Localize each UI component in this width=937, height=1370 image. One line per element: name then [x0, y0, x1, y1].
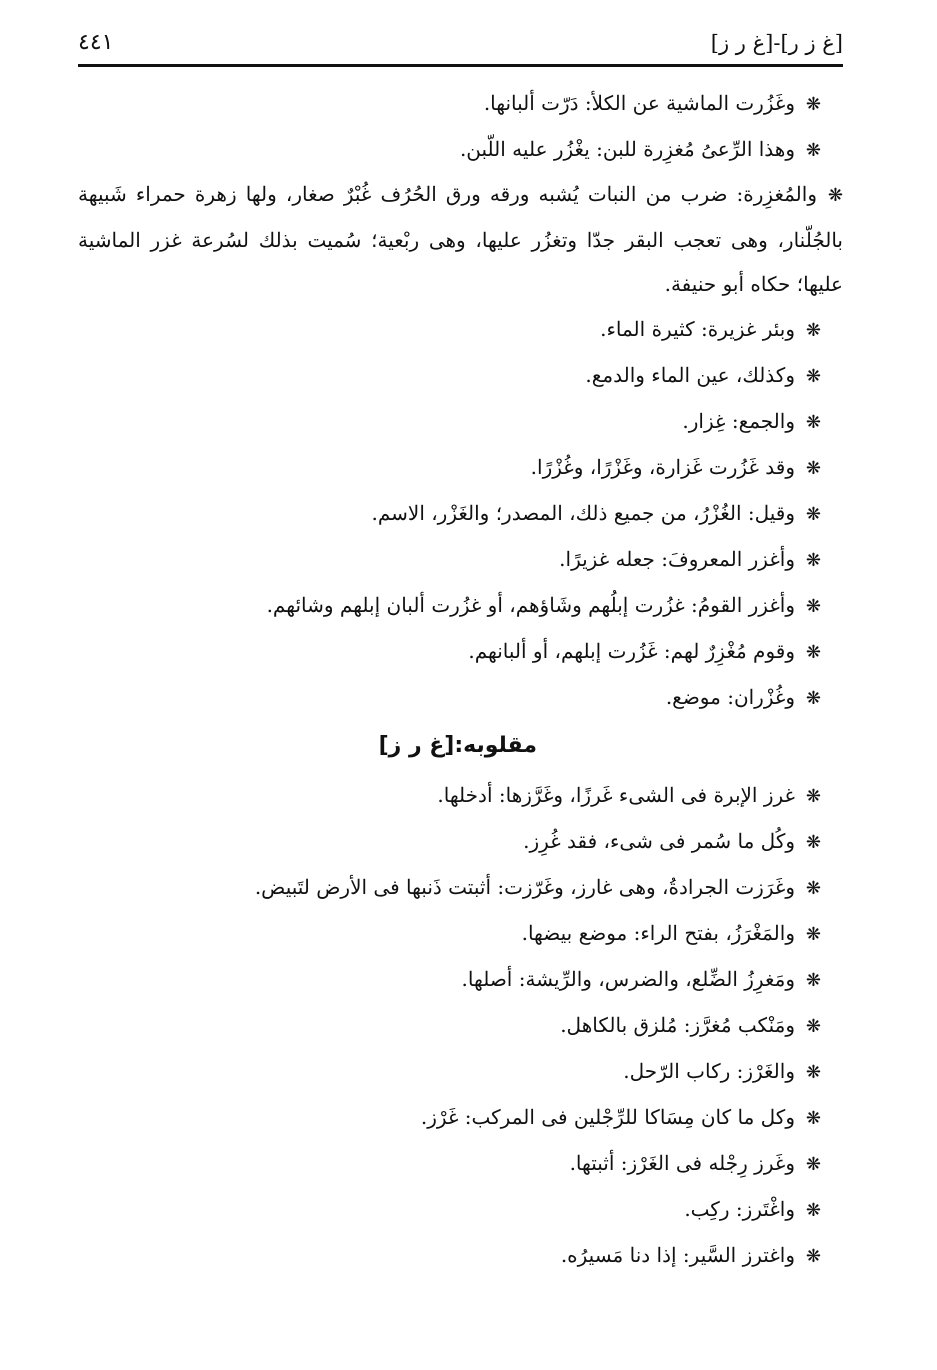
entry-star-icon: ❋ [805, 1200, 821, 1221]
entry-mughzira [78, 172, 843, 306]
entry-text: والمَغْرَزُ، بفتح الراء: موضع بيضها. [521, 921, 795, 945]
entry [78, 956, 843, 1002]
entry-text: وأغزر المعروفَ: جعله غزيرًا. [559, 547, 795, 571]
entry-star-icon: ❋ [805, 1062, 821, 1083]
entry-star-icon: ❋ [805, 140, 821, 161]
entry [78, 1186, 843, 1232]
entry [78, 490, 843, 536]
entry-star-icon: ❋ [805, 1108, 821, 1129]
page-number: ٤٤١ [78, 30, 114, 55]
entry-star-icon: ❋ [805, 924, 821, 945]
entry-text: والغَرْز: ركاب الرّحل. [623, 1059, 795, 1083]
entry-star-icon: ❋ [827, 185, 843, 206]
entry-text: واغترز السَّير: إذا دنا مَسيرُه. [560, 1243, 795, 1267]
entry [78, 1048, 843, 1094]
entry-star-icon: ❋ [805, 320, 821, 341]
entry-text: غرز الإبرة فى الشىء غَرزًا، وغَرَّزها: أدخلها. [437, 783, 795, 807]
entry-text: والمُغزِرة: ضرب من النبات يُشبه ورقه ورق الحُرُف غُبْرٌ صغار، ولها زهرة حمراء شَبيهة بالجُلّنار، وهى تعجب البقر جدّا وتغزُر عليها، وهى ربْعية؛ سُميت بذلك لسُرعة غزر الماشية عليها؛ حكاه أبو حنيفة. [78, 182, 843, 296]
entry-text: وغَرَزت الجرادةُ، وهى غارز، وغَرّزت: أثبتت ذَنبها فى الأرض لتَبيض. [254, 875, 795, 899]
entry [78, 536, 843, 582]
entry-star-icon: ❋ [805, 688, 821, 709]
entry [78, 864, 843, 910]
entry-star-icon: ❋ [805, 550, 821, 571]
entry [78, 1232, 843, 1278]
entry [78, 582, 843, 628]
entry-text: وغُزْران: موضع. [665, 685, 795, 709]
entry-text: وغَرز رِجْله فى الغَرْز: أثبتها. [569, 1151, 795, 1175]
entry [78, 126, 843, 172]
entry [78, 910, 843, 956]
entry-star-icon: ❋ [805, 94, 821, 115]
entry-star-icon: ❋ [805, 504, 821, 525]
entry-text: ومَنْكب مُغرَّز: مُلزق بالكاهل. [560, 1013, 795, 1037]
entry-star-icon: ❋ [805, 412, 821, 433]
entry [78, 1002, 843, 1048]
entry [78, 444, 843, 490]
entry [78, 818, 843, 864]
entry-star-icon: ❋ [805, 878, 821, 899]
entry-text: ومَغرِزُ الضِّلع، والضرس، والرِّيشة: أصلها. [461, 967, 795, 991]
entries-root-gzr-a [78, 80, 843, 172]
entry [78, 1140, 843, 1186]
entry-text: واغْتَرز: ركِب. [684, 1197, 795, 1221]
entry-star-icon: ❋ [805, 1246, 821, 1267]
section-heading: مقلوبه:[غ ر ز] [378, 733, 537, 758]
entry [78, 306, 843, 352]
entries-root-grz [78, 772, 843, 1278]
entry-text: وكذلك، عين الماء والدمع. [585, 363, 795, 387]
running-head [78, 28, 843, 62]
entry-text: وبئر غزيرة: كثيرة الماء. [600, 317, 795, 341]
entry [78, 674, 843, 720]
entry-text: وقوم مُغْزِرٌ لهم: غَزُرت إبلهم، أو ألبانهم. [468, 639, 795, 663]
entry-star-icon: ❋ [805, 1016, 821, 1037]
entry-star-icon: ❋ [805, 458, 821, 479]
page-body [78, 80, 843, 1278]
entry [78, 1094, 843, 1140]
entry [78, 398, 843, 444]
entry-star-icon: ❋ [805, 642, 821, 663]
header-rule [78, 64, 843, 67]
entry-text: وأغزر القومُ: غزُرت إبلُهم وشَاؤهم، أو غزُرت ألبان إبلهم وشائهم. [266, 593, 795, 617]
entries-root-gzr-b [78, 306, 843, 720]
entry-text: وكل ما كان مِسَاكا للرِّجْلين فى المركب: غَرْز. [420, 1105, 795, 1129]
entry-star-icon: ❋ [805, 970, 821, 991]
entry-text: وقد غَزُرت غَزارة، وغَزْرًا، وغُزْرًا. [530, 455, 795, 479]
entry [78, 628, 843, 674]
entry-star-icon: ❋ [805, 832, 821, 853]
entry-star-icon: ❋ [805, 596, 821, 617]
entry [78, 80, 843, 126]
entry-star-icon: ❋ [805, 786, 821, 807]
entry-text: والجمع: غِزار. [682, 409, 795, 433]
entry-star-icon: ❋ [805, 366, 821, 387]
entry-text: وقيل: الغُزْرُ، من جميع ذلك، المصدر؛ والغَزْر، الاسم. [371, 501, 795, 525]
entry-text: وكُل ما سُمر فى شىء، فقد غُرِز. [523, 829, 795, 853]
entry [78, 772, 843, 818]
entry-text: وغَزُرت الماشية عن الكلأ: دَرّت ألبانها. [483, 91, 795, 115]
running-head-title: [غ ز ر]-[غ ر ز] [710, 31, 843, 55]
entry-star-icon: ❋ [805, 1154, 821, 1175]
entry [78, 352, 843, 398]
entry-text: وهذا الرِّعىُ مُغزِرة للبن: يغْزُر عليه اللّبن. [459, 137, 795, 161]
